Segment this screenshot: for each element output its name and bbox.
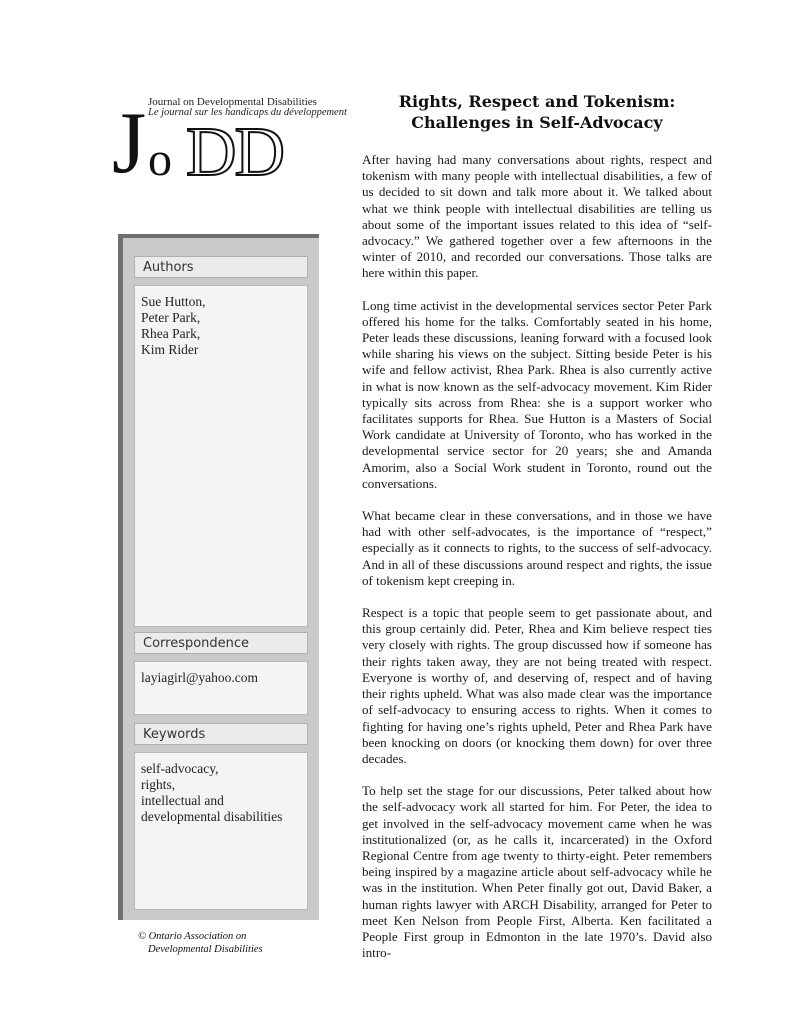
paragraph: Respect is a topic that people seem to get passionate about, and this group certainly did. Peter, Rhea and Kim believe respect ties very closely with rights. The group discussed how if someone has their rights taken away, they are not being treated with respect. Everyone is worthy of, and deserving of, respect and of having their rights upheld. What was also made clear was the importance of self-advocacy to ensuring access to rights. When it comes to fighting for having one’s rights upheld, Peter and Rhea Park have been knocking on doors (or knocking them down) for over three decades.: [362, 605, 712, 766]
paragraph: To help set the stage for our discussions, Peter talked about how the self-advocacy work all started for him. For Peter, the idea to get involved in the self-advocacy movement came when he was institutionalized (or, as he calls it, incarcerated) in the Oxford Regional Centre from age twenty to thirty-eight. Peter remembers being inspired by a magazine article about self-advocacy while he was in the institution. When Peter finally got out, David Baker, a human rights lawyer with ARCH Disability, arranged for Peter to meet Ken Nelson from People First, Alberta. Ken facilitated a People First group in Edmonton in the late 1970’s. David also intro-: [362, 783, 712, 961]
author-name: Kim Rider: [141, 342, 199, 357]
correspondence-box: [134, 661, 308, 715]
author-name: Peter Park,: [141, 310, 201, 325]
authors-box: [134, 285, 308, 627]
keywords-heading: Keywords: [134, 723, 308, 745]
paragraph: What became clear in these conversations, and in those we have had with other self-advocates, is the importance of “respect,” especially as it connects to rights, to the success of self-advocacy. And in all of these discussions around respect and rights, the issue of tokenism kept creeping in.: [362, 508, 712, 588]
logo-letter-o: o: [148, 133, 172, 186]
paragraph: Long time activist in the developmental services sector Peter Park offered his home for the talks. Comfortably seated in his home, Peter leads these discussions, leaning forward with a focused look while sharing his views on the subject. Sitting beside Peter is his wife and fellow activist, Rhea Park. Rhea is also currently active in what is now known as the self-advocacy movement. Kim Rider typically sits across from Rhea: she is a support worker who facilitates supports for Rhea. Sue Hutton is a Masters of Social Work candidate at University of Toronto, who has worked in the developmental service sector for 20 years; she and Amanda Amorim, also a Social Work student in Toronto, round out the conversations.: [362, 297, 712, 491]
keyword: developmental disabilities: [141, 809, 283, 824]
authors-heading: Authors: [134, 256, 308, 278]
copyright-notice: [138, 930, 263, 956]
article-title-line-2: Challenges in Self-Advocacy: [411, 113, 663, 132]
keyword: self-advocacy,: [141, 761, 219, 776]
keyword: intellectual and: [141, 793, 224, 808]
sidebar-top-edge: [118, 234, 319, 238]
article-title-line-1: Rights, Respect and Tokenism:: [398, 92, 676, 111]
copyright-line-2: Developmental Disabilities: [148, 944, 263, 955]
keyword: rights,: [141, 777, 176, 792]
author-name: Sue Hutton,: [141, 294, 206, 309]
keywords-box: [134, 752, 308, 910]
correspondence-heading: Correspondence: [134, 632, 308, 654]
author-name: Rhea Park,: [141, 326, 201, 341]
journal-logo: [112, 92, 347, 192]
article-body: [362, 152, 712, 977]
journal-name-en: Journal on Developmental Disabilities: [148, 96, 317, 108]
sidebar-left-edge: [118, 234, 123, 920]
logo-letter-j: J: [112, 95, 147, 192]
logo-letters-dd: DD: [186, 114, 284, 191]
journal-name-fr: Le journal sur les handicaps du développement: [148, 107, 347, 118]
sidebar: [118, 234, 319, 920]
paragraph: After having had many conversations about rights, respect and tokenism with many people with intellectual disabilities, a few of us decided to sit down and talk more about it. We talked about what we think people with intellectual disabilities are telling us about some of the important issues related to this idea of “self-advocacy.” We gathered together over a few afternoons in the winter of 2010, and recorded our conversations. Those talks are here within this paper.: [362, 152, 712, 281]
article-title: [362, 91, 712, 133]
correspondence-email[interactable]: layiagirl@yahoo.com: [141, 670, 259, 685]
copyright-line-1: © Ontario Association on: [138, 931, 247, 942]
